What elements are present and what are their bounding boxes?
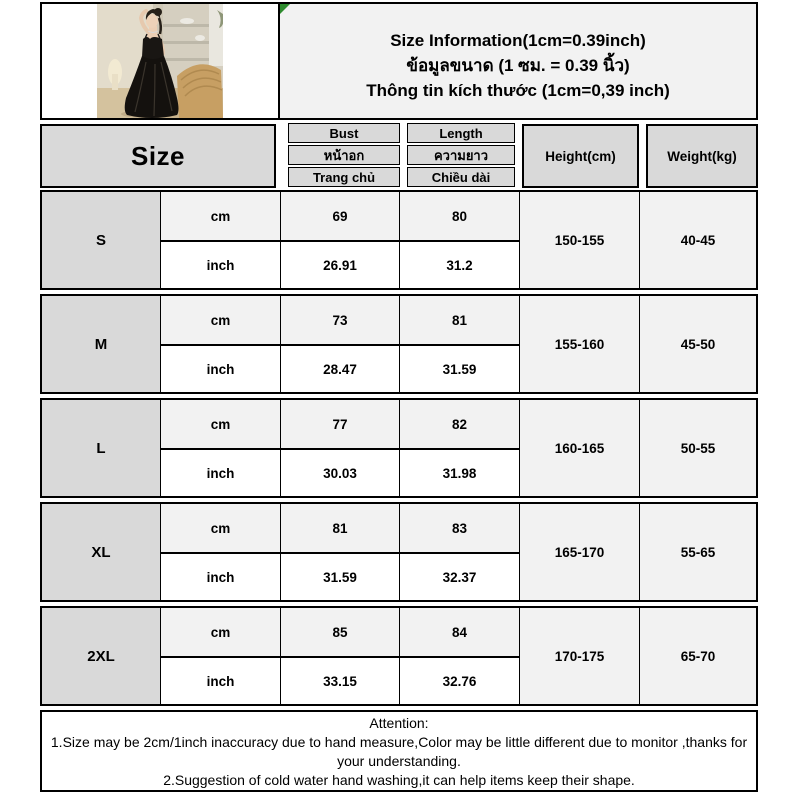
attention-section (40, 710, 758, 792)
attention-heading: Attention: (369, 715, 429, 731)
unit-cm-label: cm (160, 296, 280, 344)
length-inch-value: 31.2 (399, 240, 519, 288)
size-label: S (42, 192, 160, 288)
length-label-thai: ความยาว (407, 145, 515, 165)
length-inch-value: 32.37 (399, 552, 519, 600)
bust-cm-value: 73 (280, 296, 399, 344)
weight-range-value: 45-50 (639, 296, 756, 392)
length-cm-value: 81 (399, 296, 519, 344)
bust-inch-value: 31.59 (280, 552, 399, 600)
height-range-value: 155-160 (519, 296, 639, 392)
dish (180, 18, 194, 24)
title-english: Size Information(1cm=0.39inch) (390, 30, 646, 50)
length-label-vietnamese: Chiều dài (407, 167, 515, 187)
size-row-l (40, 398, 758, 498)
height-range-value: 160-165 (519, 400, 639, 496)
weight-range-value: 50-55 (639, 400, 756, 496)
length-cm-value: 80 (399, 192, 519, 240)
unit-inch-label: inch (160, 344, 280, 392)
product-photo (97, 4, 223, 118)
unit-inch-label: inch (160, 656, 280, 704)
unit-cm-label: cm (160, 400, 280, 448)
bust-label-thai: หน้าอก (288, 145, 400, 165)
weight-range-value: 55-65 (639, 504, 756, 600)
bust-inch-value: 26.91 (280, 240, 399, 288)
length-cm-value: 83 (399, 504, 519, 552)
height-range-value: 165-170 (519, 504, 639, 600)
dress-bodice (142, 37, 164, 60)
height-column-header: Height(cm) (522, 124, 639, 188)
length-label-english: Length (407, 123, 515, 143)
length-inch-value: 31.98 (399, 448, 519, 496)
size-label: L (42, 400, 160, 496)
size-label: XL (42, 504, 160, 600)
bust-inch-value: 28.47 (280, 344, 399, 392)
bust-inch-value: 33.15 (280, 656, 399, 704)
length-cm-value: 84 (399, 608, 519, 656)
bust-cm-value: 77 (280, 400, 399, 448)
bust-inch-value: 30.03 (280, 448, 399, 496)
cell-comment-flag-icon (280, 4, 290, 14)
length-cm-value: 82 (399, 400, 519, 448)
bust-label-vietnamese: Trang chủ (288, 167, 400, 187)
height-range-value: 150-155 (519, 192, 639, 288)
unit-cm-label: cm (160, 192, 280, 240)
unit-cm-label: cm (160, 504, 280, 552)
title-cell (280, 4, 756, 118)
length-column-header (407, 123, 515, 187)
bust-cm-value: 69 (280, 192, 399, 240)
attention-note-2: 2.Suggestion of cold water hand washing,it can help items keep their shape. (163, 772, 635, 788)
product-photo-cell (42, 4, 280, 118)
title-thai: ข้อมูลขนาด (1 ซม. = 0.39 นิ้ว) (406, 55, 630, 75)
bust-label-english: Bust (288, 123, 400, 143)
weight-range-value: 40-45 (639, 192, 756, 288)
height-range-value: 170-175 (519, 608, 639, 704)
top-section (40, 2, 758, 120)
weight-column-header: Weight(kg) (646, 124, 758, 188)
unit-inch-label: inch (160, 552, 280, 600)
length-inch-value: 31.59 (399, 344, 519, 392)
size-row-m (40, 294, 758, 394)
attention-note-1: 1.Size may be 2cm/1inch inaccuracy due to hand measure,Color may be little different due to monitor ,thanks for your understanding. (50, 734, 748, 769)
size-label: M (42, 296, 160, 392)
unit-cm-label: cm (160, 608, 280, 656)
unit-inch-label: inch (160, 240, 280, 288)
title-vietnamese: Thông tin kích thước (1cm=0,39 inch) (366, 80, 670, 100)
bust-cm-value: 85 (280, 608, 399, 656)
size-row-2xl (40, 606, 758, 706)
bust-column-header (288, 123, 400, 187)
size-label: 2XL (42, 608, 160, 704)
bust-cm-value: 81 (280, 504, 399, 552)
unit-inch-label: inch (160, 448, 280, 496)
weight-range-value: 65-70 (639, 608, 756, 704)
size-column-header: Size (40, 124, 276, 188)
size-row-xl (40, 502, 758, 602)
length-inch-value: 32.76 (399, 656, 519, 704)
size-row-s (40, 190, 758, 290)
